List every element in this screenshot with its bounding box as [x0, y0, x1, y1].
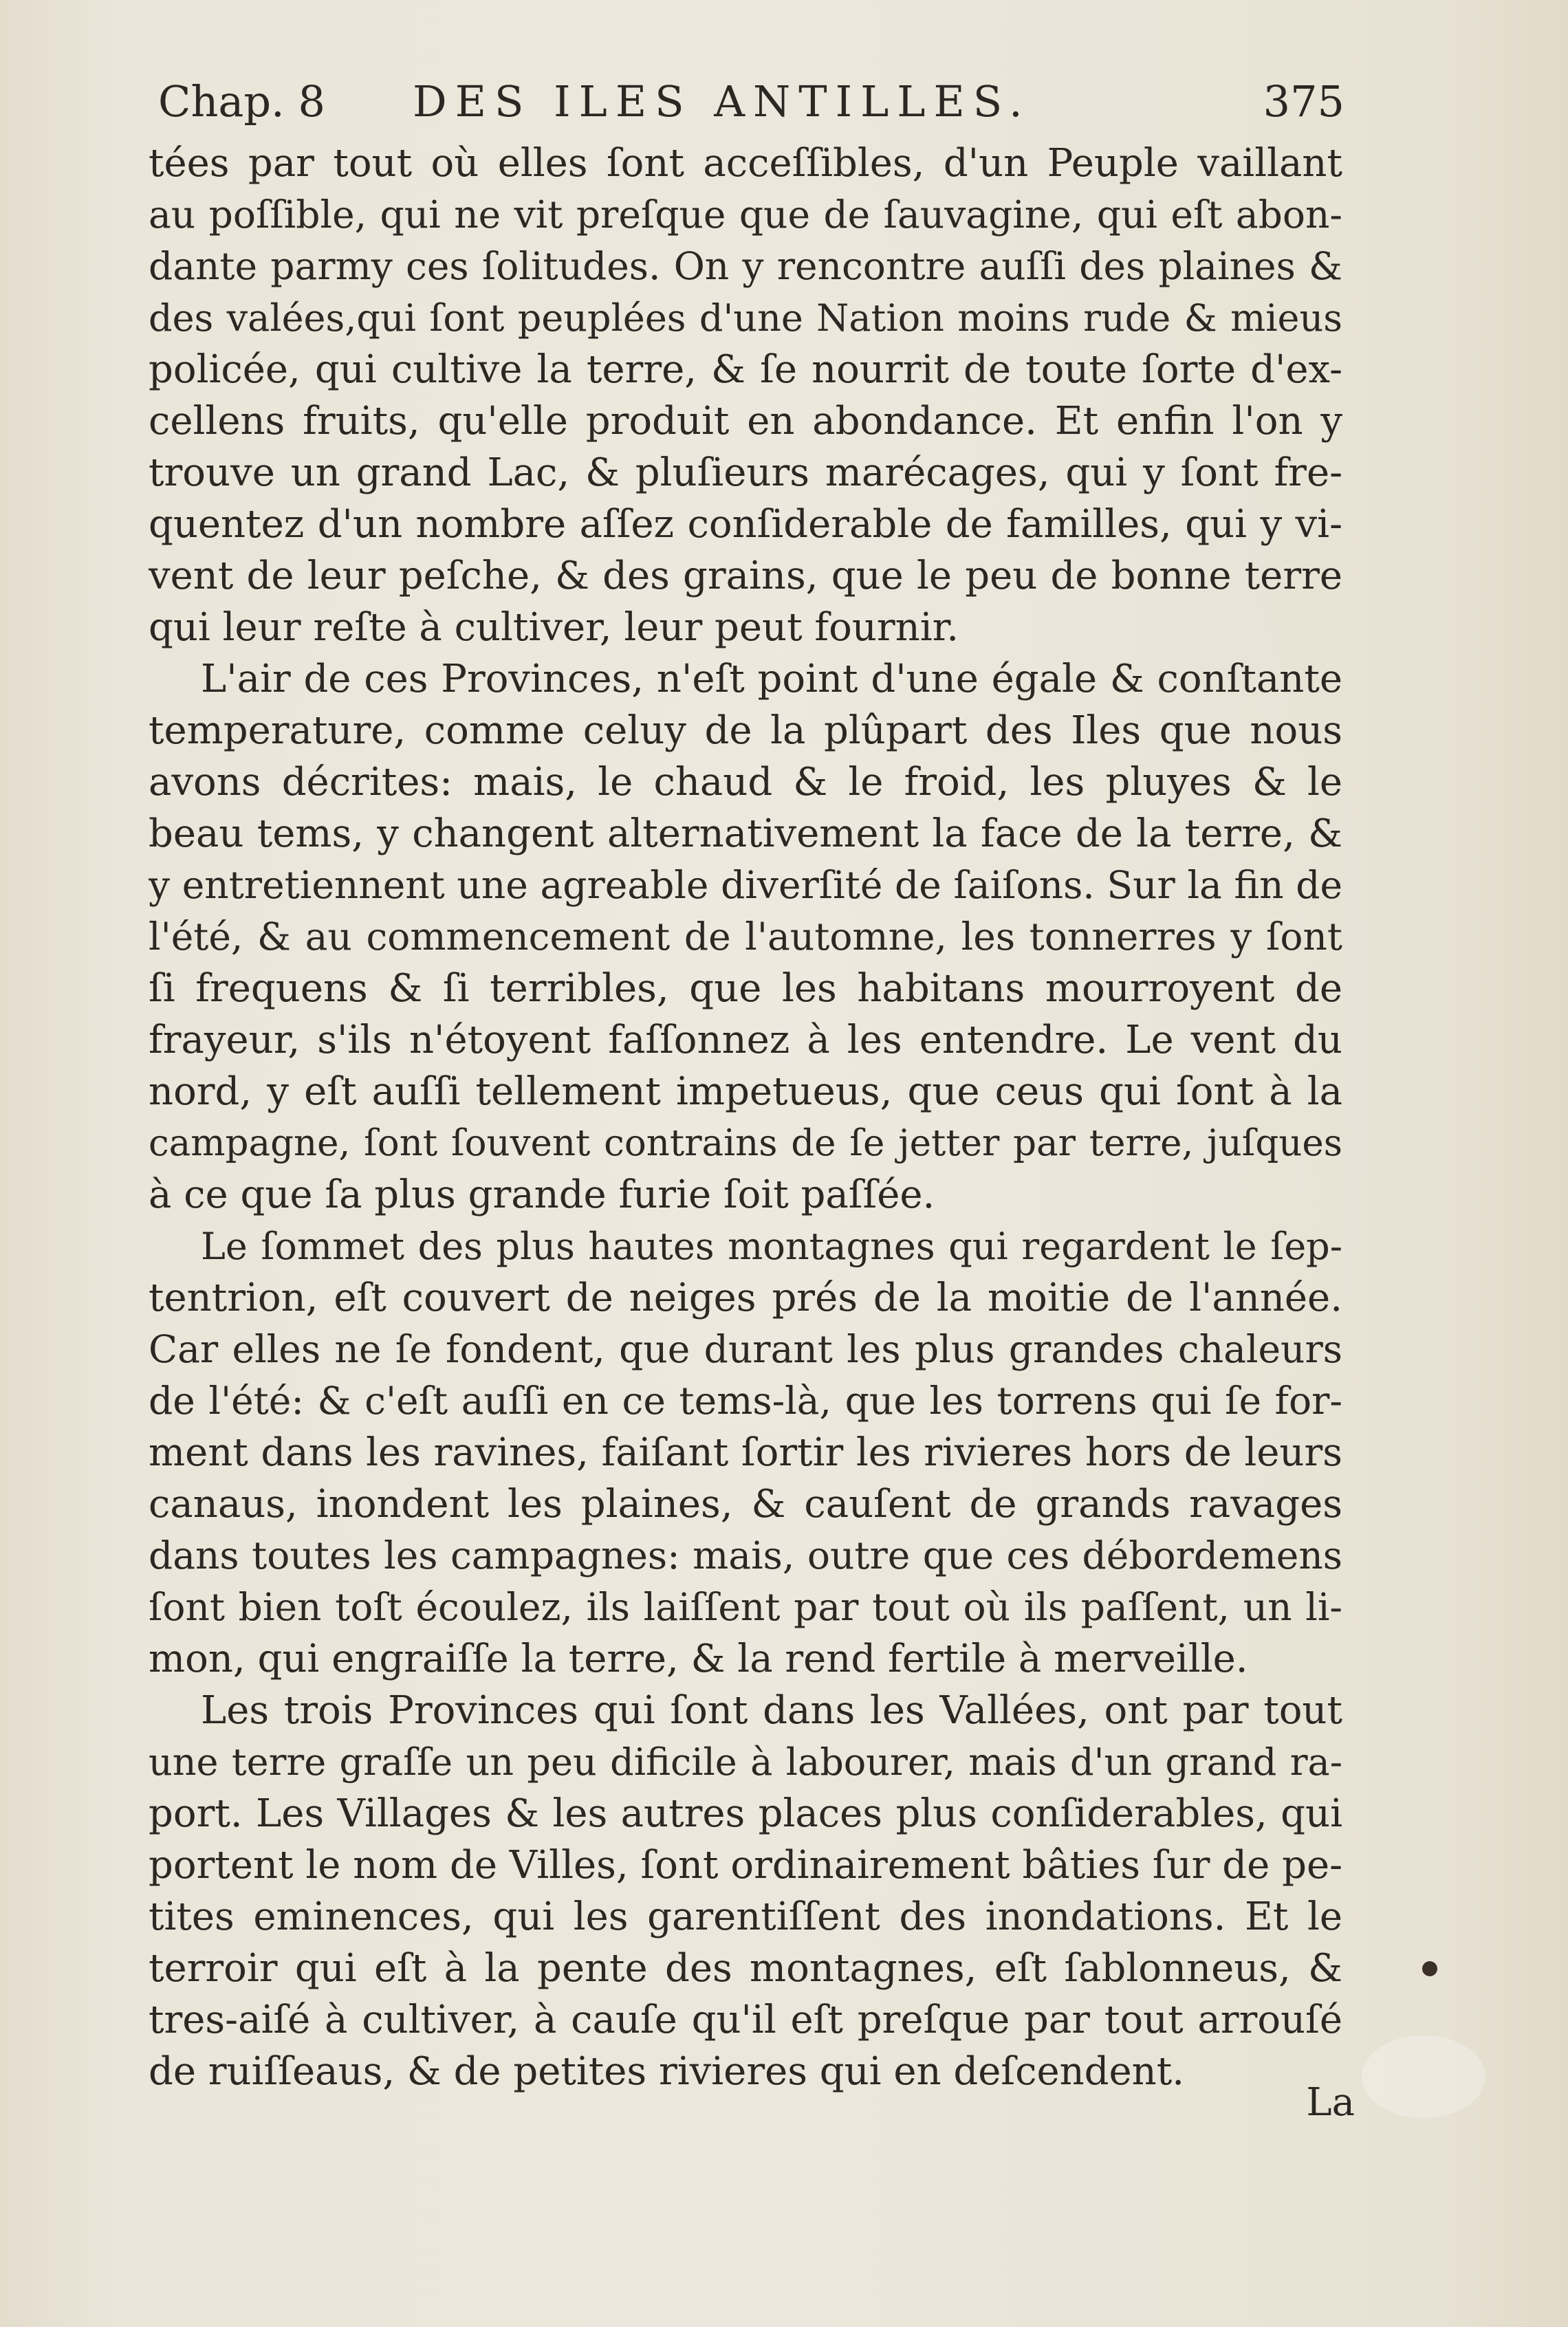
text-line: de l'été: & c'eſt auſſi en ce tems-là, que les torrens qui ſe for-: [149, 1379, 1342, 1423]
text-line: tites eminences, qui les garentiſſent des inondations. Et le: [149, 1894, 1342, 1939]
text-line: L'air de ces Provinces, n'eſt point d'une égale & conſtante: [201, 657, 1342, 701]
text-line: canaus, inondent les plaines, & cauſent de grands ravages: [149, 1482, 1342, 1527]
text-line: à ce que ſa plus grande furie ſoit paſſée.: [149, 1172, 935, 1217]
text-line: tentrion, eſt couvert de neiges prés de la moitie de l'année.: [149, 1276, 1342, 1320]
text-line: portent le nom de Villes, ſont ordinairement bâties ſur de pe-: [149, 1843, 1342, 1888]
text-line: frayeur, s'ils n'étoyent faſſonnez à les entendre. Le vent du: [149, 1018, 1342, 1062]
chapter-label: Chap. 8: [158, 76, 325, 127]
text-line: avons décrites: mais, le chaud & le froid, les pluyes & le: [149, 760, 1342, 805]
ink-spot: [1422, 1961, 1437, 1976]
body-text: [149, 138, 1342, 2097]
text-line: nord, y eſt auſſi tellement impetueus, que ceus qui ſont à la: [149, 1069, 1342, 1114]
text-line: vent de leur peſche, & des grains, que le peu de bonne terre: [149, 554, 1342, 598]
text-line: Les trois Provinces qui ſont dans les Vallées, ont par tout: [201, 1688, 1342, 1733]
text-line: ment dans les ravines, faiſant ſortir les rivieres hors de leurs: [149, 1430, 1342, 1475]
text-line: dante parmy ces ſolitudes. On y rencontre auſſi des plaines &: [149, 244, 1342, 288]
text-line: campagne, ſont ſouvent contrains de ſe jetter par terre, juſques: [149, 1122, 1342, 1164]
text-line: mon, qui engraiſſe la terre, & la rend fertile à merveille.: [149, 1637, 1248, 1681]
text-line: trouve un grand Lac, & pluſieurs marécages, qui y ſont fre-: [149, 450, 1342, 495]
text-line: terroir qui eſt à la pente des montagnes, eſt ſablonneus, &: [149, 1946, 1342, 1991]
text-line: quentez d'un nombre aſſez conſiderable de familles, qui y vi-: [149, 502, 1342, 547]
text-line: y entretiennent une agreable diverſité de ſaiſons. Sur la fin de: [149, 863, 1342, 907]
text-line: port. Les Villages & les autres places plus conſiderables, qui: [149, 1791, 1342, 1836]
text-line: cellens fruits, qu'elle produit en abondance. Et enfin l'on y: [149, 399, 1342, 444]
text-line: tées par tout où elles ſont acceſſibles, d'un Peuple vaillant: [149, 141, 1342, 186]
text-line: qui leur reſte à cultiver, leur peut fournir.: [149, 605, 959, 650]
text-line: ſi frequens & ſi terribles, que les habitans mourroyent de: [149, 966, 1342, 1011]
text-line: policée, qui cultive la terre, & ſe nourrit de toute ſorte d'ex-: [149, 347, 1342, 392]
text-line: ſont bien toſt écoulez, ils laiſſent par tout où ils paſſent, un li-: [149, 1585, 1342, 1629]
page-number: 375: [1263, 76, 1344, 127]
text-line: Car elles ne ſe fondent, que durant les plus grandes chaleurs: [149, 1327, 1342, 1371]
text-line: l'été, & au commencement de l'automne, les tonnerres y ſont: [149, 915, 1342, 959]
running-title: DES ILES ANTILLES.: [413, 76, 1031, 127]
text-line: beau tems, y changent alternativement la face de la terre, &: [149, 811, 1342, 856]
text-line: tres-aiſé à cultiver, à cauſe qu'il eſt preſque par tout arrouſé: [149, 1998, 1342, 2042]
text-line: au poſſible, qui ne vit preſque que de ſauvagine, qui eſt abon-: [149, 193, 1342, 237]
paper-stain: [1362, 2035, 1485, 2118]
text-line: Le ſommet des plus hautes montagnes qui regardent le ſep-: [201, 1225, 1342, 1268]
text-line: de ruiſſeaus, & de petites rivieres qui en deſcendent.: [149, 2049, 1185, 2094]
text-line: une terre graſſe un peu dificile à labourer, mais d'un grand ra-: [149, 1740, 1342, 1784]
catchword: La: [1306, 2080, 1355, 2125]
text-line: dans toutes les campagnes: mais, outre que ces débordemens: [149, 1533, 1342, 1577]
text-line: des valées,qui ſont peuplées d'une Nation moins rude & mieus: [149, 296, 1342, 340]
running-header: [158, 74, 1344, 129]
text-line: temperature, comme celuy de la plûpart des Iles que nous: [149, 708, 1342, 753]
